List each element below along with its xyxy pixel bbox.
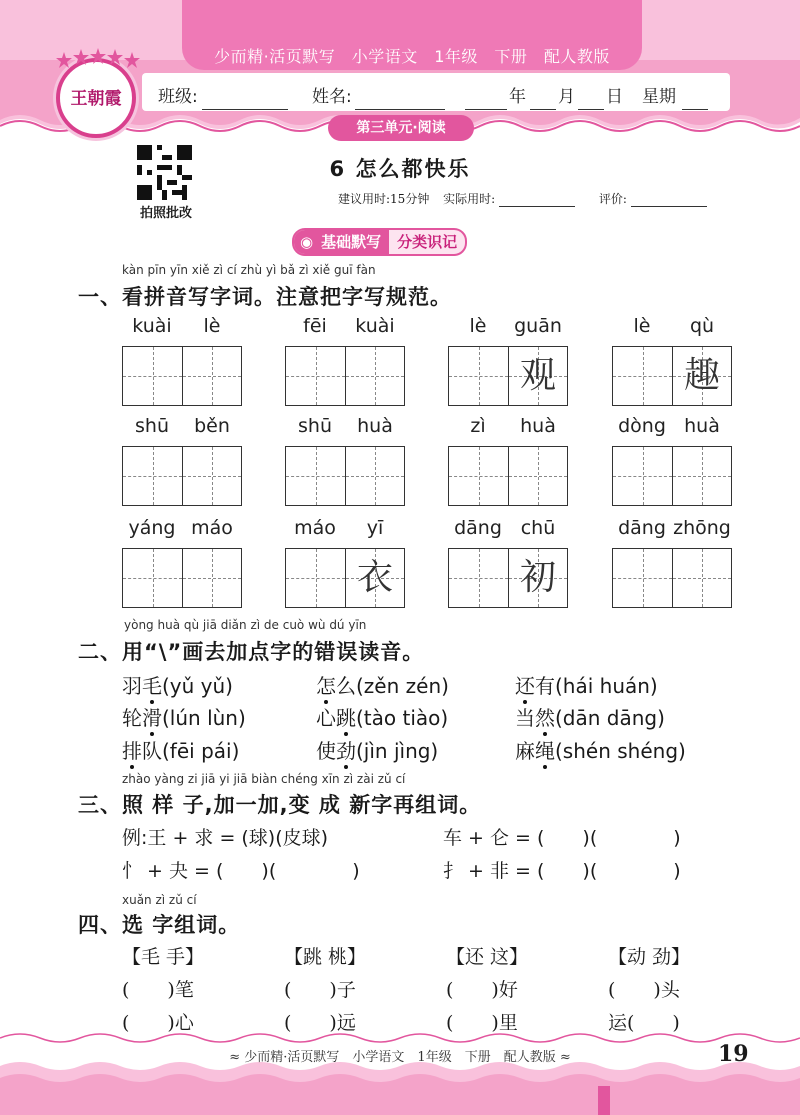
dotted-char: 跳 <box>336 702 356 731</box>
writing-grid <box>122 446 242 506</box>
word-pinyin <box>285 517 405 541</box>
word-char: 有 <box>535 674 555 698</box>
writing-cell[interactable] <box>449 347 508 405</box>
writing-cell[interactable] <box>508 549 567 607</box>
word-char: 队 <box>142 739 162 763</box>
writing-cell[interactable] <box>613 347 672 405</box>
word-pinyin <box>612 517 732 541</box>
reading-options[interactable]: (dān dāng) <box>555 706 665 730</box>
word-pinyin <box>122 315 242 339</box>
pinyin-syllable: dāng <box>618 517 666 539</box>
writing-cell[interactable] <box>123 447 182 505</box>
pinyin-syllable: huà <box>520 415 556 437</box>
pinyin-syllable: zhōng <box>673 517 731 539</box>
weekday-label: 星期 <box>642 87 676 107</box>
given-character <box>123 549 182 607</box>
pinyin-syllable: lè <box>633 315 651 337</box>
word-char: 麻 <box>515 739 535 763</box>
pronunciation-item[interactable] <box>515 702 665 731</box>
reading-options[interactable]: (yǔ yǔ) <box>162 674 233 698</box>
word-pinyin <box>448 315 568 339</box>
writing-cell[interactable] <box>672 447 731 505</box>
blank-item[interactable]: ( )里 <box>446 1012 518 1034</box>
reading-options[interactable]: (hái huán) <box>555 674 658 698</box>
reading-options[interactable]: (zěn zén) <box>356 674 449 698</box>
pronunciation-item[interactable] <box>122 670 233 699</box>
q3-pinyin: zhào yàng zi jiā yi jiā biàn chéng xīn zì zài zǔ cí <box>122 772 406 786</box>
pinyin-syllable: lè <box>203 315 221 337</box>
dotted-char: 滑 <box>142 702 162 731</box>
student-info-bar <box>142 73 730 111</box>
writing-grid <box>122 548 242 608</box>
pinyin-syllable: huà <box>684 415 720 437</box>
writing-cell[interactable] <box>449 447 508 505</box>
pinyin-syllable: yáng <box>128 517 176 539</box>
given-character: 初 <box>519 557 556 598</box>
writing-grid <box>612 548 732 608</box>
writing-cell[interactable] <box>123 549 182 607</box>
pronunciation-item[interactable] <box>316 702 448 731</box>
day-label: 日 <box>606 87 623 107</box>
star-icon <box>54 48 140 70</box>
writing-cell[interactable] <box>672 347 731 405</box>
writing-cell[interactable] <box>345 447 404 505</box>
word-pinyin <box>612 415 732 439</box>
dotted-char: 排 <box>122 735 142 764</box>
unit-label: 第三单元·阅读 <box>328 115 474 141</box>
given-character <box>613 447 672 505</box>
writing-cell[interactable] <box>286 549 345 607</box>
qr-label: 拍照批改 <box>139 206 192 221</box>
blank-item[interactable]: ( )心 <box>122 1012 194 1034</box>
blank-item[interactable]: ( )笔 <box>122 979 194 1001</box>
pronunciation-item[interactable] <box>316 670 449 699</box>
class-label: 班级: <box>158 87 198 107</box>
option-pair: 【毛 手】 <box>122 946 205 968</box>
given-character <box>123 347 182 405</box>
given-character <box>613 549 672 607</box>
q1-pinyin: kàn pīn yīn xiě zì cí zhù yì bǎ zì xiě guī fàn <box>122 263 376 277</box>
writing-grid <box>285 346 405 406</box>
word-pinyin <box>122 415 242 439</box>
word-char: 轮 <box>122 706 142 730</box>
reading-options[interactable]: (shén shéng) <box>555 739 686 763</box>
option-pair: 【跳 桃】 <box>284 946 367 968</box>
section-pill <box>292 228 467 256</box>
pinyin-syllable: yī <box>366 517 384 539</box>
section-label-main: 基础默写 <box>321 230 389 254</box>
writing-grid <box>285 548 405 608</box>
word-pinyin <box>122 517 242 541</box>
given-character <box>286 447 345 505</box>
pinyin-syllable: dòng <box>618 415 666 437</box>
pinyin-syllable: fēi <box>303 315 327 337</box>
writing-cell[interactable] <box>182 549 241 607</box>
writing-cell[interactable] <box>613 447 672 505</box>
word-char: 使 <box>316 739 336 763</box>
writing-cell[interactable] <box>345 549 404 607</box>
reading-options[interactable]: (fēi pái) <box>162 739 240 763</box>
given-character: 衣 <box>356 557 393 598</box>
pinyin-syllable: běn <box>194 415 230 437</box>
pinyin-syllable: guān <box>514 315 562 337</box>
pinyin-syllable: lè <box>469 315 487 337</box>
word-pinyin <box>285 315 405 339</box>
q2-heading: 二、用“\”画去加点字的错误读音。 <box>78 640 425 664</box>
given-character <box>673 549 731 607</box>
q2-pinyin: yòng huà qù jiā diǎn zì de cuò wù dú yīn <box>124 618 367 632</box>
writing-grid <box>285 446 405 506</box>
given-character <box>183 347 241 405</box>
pinyin-syllable: qù <box>689 315 715 337</box>
given-character <box>449 549 508 607</box>
pinyin-syllable: kuài <box>355 315 395 337</box>
given-character <box>613 347 672 405</box>
section-label-sub: 分类识记 <box>397 233 458 251</box>
writing-cell[interactable] <box>345 347 404 405</box>
writing-grid <box>122 346 242 406</box>
given-character <box>346 447 404 505</box>
word-char: 羽 <box>122 674 142 698</box>
given-character: 观 <box>519 355 556 396</box>
pinyin-syllable: shū <box>135 415 169 437</box>
blank-item[interactable]: ( )远 <box>284 1012 356 1034</box>
given-character <box>449 447 508 505</box>
given-character <box>123 447 182 505</box>
given-character <box>286 347 345 405</box>
writing-grid <box>448 446 568 506</box>
blank-item[interactable]: 运( ) <box>608 1012 680 1034</box>
suggested-time: 建议用时:15分钟 <box>338 192 430 206</box>
word-pinyin <box>612 315 732 339</box>
book-title: 少而精·活页默写 小学语文 1年级 下册 配人教版 <box>214 47 610 66</box>
medal-icon: ◉ <box>294 230 321 254</box>
given-character <box>286 549 345 607</box>
writing-cell[interactable] <box>286 347 345 405</box>
month-label: 月 <box>558 87 575 107</box>
blank-item[interactable]: ( )头 <box>608 979 680 1001</box>
writing-cell[interactable] <box>182 447 241 505</box>
footer-text: ≈ 少而精·活页默写 小学语文 1年级 下册 配人教版 ≈ <box>229 1050 571 1065</box>
given-character <box>183 549 241 607</box>
blank-item[interactable]: ( )子 <box>284 979 356 1001</box>
footer-wave-band <box>0 1030 800 1115</box>
given-character <box>346 347 404 405</box>
given-character <box>673 447 731 505</box>
qr-code-icon[interactable] <box>137 145 192 200</box>
writing-cell[interactable] <box>123 347 182 405</box>
evaluation-field[interactable] <box>631 192 707 207</box>
pinyin-syllable: huà <box>357 415 393 437</box>
writing-cell[interactable] <box>449 549 508 607</box>
pronunciation-item[interactable] <box>515 735 686 764</box>
word-pinyin <box>448 517 568 541</box>
writing-cell[interactable] <box>182 347 241 405</box>
word-char: 当 <box>515 706 535 730</box>
dotted-char: 还 <box>515 670 535 699</box>
word-pinyin <box>285 415 405 439</box>
option-pair: 【动 劲】 <box>608 946 691 968</box>
reading-options[interactable]: (jìn jìng) <box>356 739 439 763</box>
pinyin-syllable: máo <box>191 517 233 539</box>
evaluation-label: 评价: <box>598 192 627 206</box>
dotted-char: 怎 <box>316 670 336 699</box>
q3-heading: 三、照 样 子,加一加,变 成 新字再组词。 <box>78 793 482 817</box>
word-char: 心 <box>316 706 336 730</box>
logo-text: 王朝霞 <box>70 89 122 109</box>
writing-grid <box>448 548 568 608</box>
reading-options[interactable]: (lún lùn) <box>162 706 246 730</box>
dotted-char: 毛 <box>142 670 162 699</box>
pronunciation-item[interactable] <box>316 735 438 764</box>
pronunciation-item[interactable] <box>515 670 658 699</box>
year-label: 年 <box>509 87 526 107</box>
name-label: 姓名: <box>312 87 352 107</box>
given-character <box>449 347 508 405</box>
pinyin-syllable: kuài <box>132 315 172 337</box>
writing-cell[interactable] <box>613 549 672 607</box>
pronunciation-item[interactable] <box>122 735 239 764</box>
q3-item[interactable]: 扌 + 非 = ( )( ) <box>443 860 681 882</box>
writing-cell[interactable] <box>286 447 345 505</box>
pinyin-syllable: chū <box>520 517 556 539</box>
reading-options[interactable]: (tào tiào) <box>356 706 449 730</box>
writing-grid <box>612 446 732 506</box>
actual-time-label: 实际用时: <box>443 192 496 206</box>
q4-pinyin: xuǎn zì zǔ cí <box>122 893 197 907</box>
dotted-char: 然 <box>535 702 555 731</box>
dotted-char: 绳 <box>535 735 555 764</box>
writing-grid <box>448 346 568 406</box>
q3-item[interactable]: 车 + 仑 = ( )( ) <box>443 827 681 849</box>
page-number: 19 <box>718 1041 749 1067</box>
dotted-char: 劲 <box>336 735 356 764</box>
pinyin-syllable: máo <box>294 517 336 539</box>
q1-heading: 一、看拼音写字词。注意把字写规范。 <box>78 285 452 309</box>
pronunciation-item[interactable] <box>122 702 246 731</box>
word-pinyin <box>448 415 568 439</box>
writing-grid <box>612 346 732 406</box>
pinyin-syllable: zì <box>470 415 486 437</box>
word-char: 么 <box>336 674 356 698</box>
given-character <box>183 447 241 505</box>
given-character <box>509 447 567 505</box>
writing-cell[interactable] <box>508 447 567 505</box>
actual-time-field[interactable] <box>499 192 575 207</box>
pinyin-syllable: dāng <box>454 517 502 539</box>
given-character: 趣 <box>683 355 720 396</box>
lesson-title: 6 怎么都快乐 <box>329 157 471 181</box>
pinyin-syllable: shū <box>298 415 332 437</box>
blank-item[interactable]: ( )好 <box>446 979 518 1001</box>
writing-cell[interactable] <box>508 347 567 405</box>
q3-item[interactable]: 忄 + 夬 = ( )( ) <box>122 860 360 882</box>
writing-cell[interactable] <box>672 549 731 607</box>
q4-heading: 四、选 字组词。 <box>78 913 241 937</box>
time-row <box>338 190 707 207</box>
q3-example: 例:王 + 求 = (球)(皮球) <box>122 827 329 849</box>
option-pair: 【还 这】 <box>446 946 529 968</box>
